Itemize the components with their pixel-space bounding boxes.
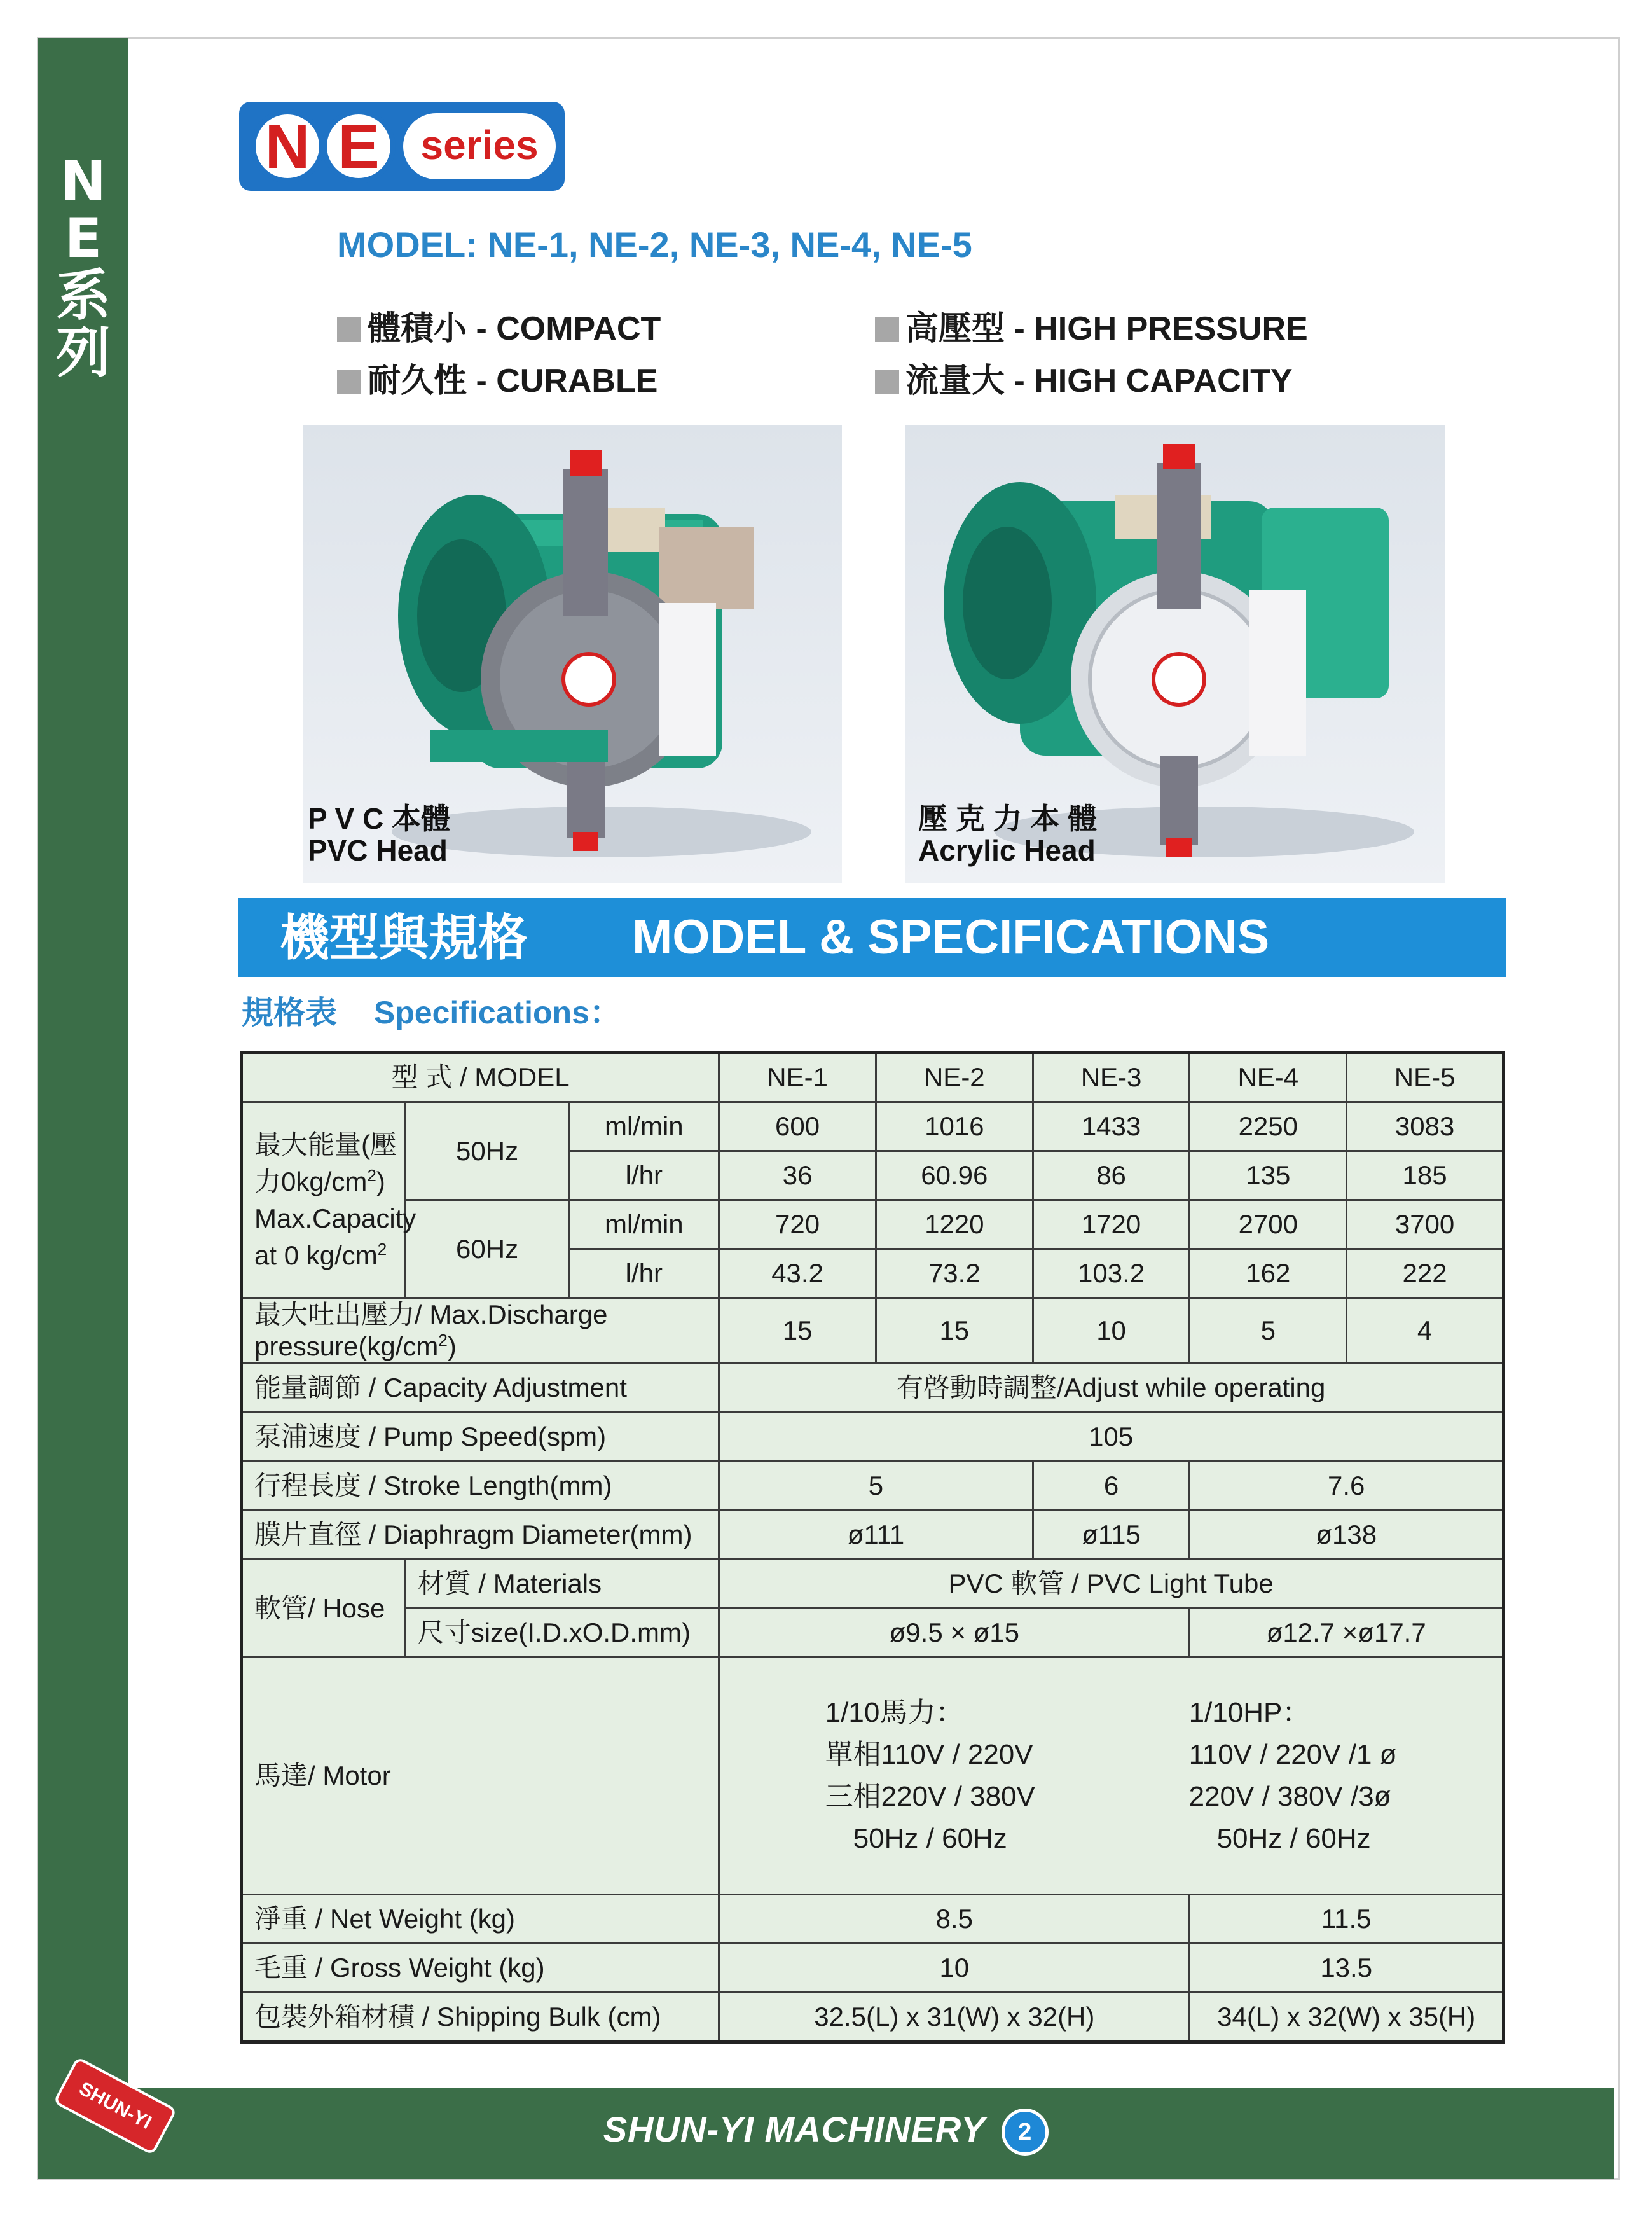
- hose-label-cell: 軟管/ Hose: [242, 1560, 406, 1658]
- motor-spec-en: 1/10HP： 110V / 220V /1 ø 220V / 380V /3ø 50Hz / 60Hz: [1188, 1697, 1397, 1854]
- value-cell: 36: [719, 1151, 876, 1200]
- table-row: [242, 1200, 1504, 1249]
- section-title-en: MODEL & SPECIFICATIONS: [632, 910, 1270, 964]
- hz60-cell: 60Hz: [405, 1200, 569, 1298]
- motor-label-cell: 馬達/ Motor: [242, 1658, 719, 1895]
- shun-yi-stamp: SHUN-YI: [53, 2056, 177, 2156]
- feature-compact: 體積小 - COMPACT: [337, 301, 661, 349]
- model-cell: NE-3: [1033, 1053, 1190, 1102]
- pvc-head-caption: [308, 803, 450, 866]
- value-cell: 73.2: [876, 1249, 1033, 1298]
- company-name: SHUN-YI MACHINERY: [603, 2109, 985, 2149]
- side-letter: 系: [56, 264, 111, 328]
- value-cell: 1720: [1033, 1200, 1190, 1249]
- unit-cell: ml/min: [569, 1200, 719, 1249]
- section-band: [238, 898, 1506, 977]
- speed-value-cell: 105: [719, 1413, 1504, 1462]
- table-row: [242, 1895, 1504, 1944]
- spec-table: [240, 1051, 1505, 2044]
- bullet-square-icon: [337, 370, 361, 394]
- feature-high-pressure: 高壓型 - HIGH PRESSURE: [875, 301, 1308, 349]
- value-cell: 135: [1190, 1151, 1347, 1200]
- logo-e: E: [322, 109, 396, 183]
- value-cell: 43.2: [719, 1249, 876, 1298]
- value-cell: 34(L) x 32(W) x 35(H): [1190, 1993, 1504, 2042]
- bullet-square-icon: [875, 317, 899, 342]
- spec-heading-en: Specifications：: [373, 995, 621, 1030]
- value-cell: 3083: [1347, 1102, 1504, 1151]
- acrylic-head-caption: [918, 803, 1097, 866]
- motor-spec-zh: 1/10馬力： 單相110V / 220V 三相220V / 380V 50Hz / 60Hz: [825, 1697, 1035, 1854]
- table-row: [242, 1462, 1504, 1511]
- value-cell: 2250: [1190, 1102, 1347, 1151]
- value-cell: 1220: [876, 1200, 1033, 1249]
- value-cell: 1016: [876, 1102, 1033, 1151]
- value-cell: 15: [719, 1298, 876, 1364]
- adjust-value-cell: 有啓動時調整/Adjust while operating: [719, 1364, 1504, 1413]
- materials-value-cell: PVC 軟管 / PVC Light Tube: [719, 1560, 1504, 1609]
- side-letter: 列: [56, 321, 111, 385]
- table-row: [242, 1364, 1504, 1413]
- gross-weight-label-cell: 毛重 / Gross Weight (kg): [242, 1944, 719, 1993]
- feature-high-capacity: 流量大 - HIGH CAPACITY: [875, 354, 1293, 401]
- model-cell: NE-1: [719, 1053, 876, 1102]
- value-cell: ø9.5 × ø15: [719, 1609, 1190, 1658]
- value-cell: ø12.7 ×ø17.7: [1190, 1609, 1504, 1658]
- footer-company: [0, 2099, 1652, 2160]
- table-row: [242, 1944, 1504, 1993]
- ne-series-logo: [239, 102, 565, 191]
- value-cell: 2700: [1190, 1200, 1347, 1249]
- spec-heading-zh: 規格表: [242, 995, 337, 1030]
- net-weight-label-cell: 淨重 / Net Weight (kg): [242, 1895, 719, 1944]
- value-cell: ø138: [1190, 1511, 1504, 1560]
- value-cell: 7.6: [1190, 1462, 1504, 1511]
- value-cell: 13.5: [1190, 1944, 1504, 1993]
- value-cell: 222: [1347, 1249, 1504, 1298]
- section-title-zh: 機型與規格: [280, 910, 528, 966]
- table-row: [242, 1609, 1504, 1658]
- table-row: [242, 1053, 1504, 1102]
- hz50-cell: 50Hz: [405, 1102, 569, 1200]
- model-line: MODEL: NE-1, NE-2, NE-3, NE-4, NE-5: [337, 225, 972, 265]
- value-cell: 4: [1347, 1298, 1504, 1364]
- table-row: [242, 1560, 1504, 1609]
- page-number: 2: [1002, 2109, 1049, 2156]
- table-row: [242, 1511, 1504, 1560]
- materials-label-cell: 材質 / Materials: [405, 1560, 719, 1609]
- table-row: [242, 1658, 1504, 1895]
- logo-n: N: [251, 109, 324, 183]
- table-row: [242, 1993, 1504, 2042]
- model-header-cell: 型 式 / MODEL: [242, 1053, 719, 1102]
- bullet-square-icon: [337, 317, 361, 342]
- feature-curable: 耐久性 - CURABLE: [337, 354, 657, 401]
- table-row: [242, 1298, 1504, 1364]
- value-cell: 11.5: [1190, 1895, 1504, 1944]
- stroke-label-cell: 行程長度 / Stroke Length(mm): [242, 1462, 719, 1511]
- bullet-square-icon: [875, 370, 899, 394]
- value-cell: 103.2: [1033, 1249, 1190, 1298]
- value-cell: 162: [1190, 1249, 1347, 1298]
- acrylic-head-caption-zh: 壓 克 力 本 體: [918, 802, 1098, 835]
- model-cell: NE-4: [1190, 1053, 1347, 1102]
- table-row: [242, 1413, 1504, 1462]
- shipping-bulk-label-cell: 包裝外箱材積 / Shipping Bulk (cm): [242, 1993, 719, 2042]
- side-letter: E: [64, 207, 102, 270]
- value-cell: 8.5: [719, 1895, 1190, 1944]
- speed-label-cell: 泵浦速度 / Pump Speed(spm): [242, 1413, 719, 1462]
- pvc-head-caption-zh: P V C 本體: [308, 802, 451, 835]
- model-cell: NE-2: [876, 1053, 1033, 1102]
- unit-cell: ml/min: [569, 1102, 719, 1151]
- value-cell: 1433: [1033, 1102, 1190, 1151]
- value-cell: ø111: [719, 1511, 1033, 1560]
- value-cell: 10: [1033, 1298, 1190, 1364]
- acrylic-head-caption-en: Acrylic Head: [918, 834, 1096, 867]
- spec-heading: [242, 987, 621, 1033]
- unit-cell: l/hr: [569, 1151, 719, 1200]
- adjust-label-cell: 能量調節 / Capacity Adjustment: [242, 1364, 719, 1413]
- value-cell: ø115: [1033, 1511, 1190, 1560]
- value-cell: 720: [719, 1200, 876, 1249]
- motor-value-cell: [719, 1658, 1504, 1895]
- value-cell: 5: [1190, 1298, 1347, 1364]
- diaphragm-label-cell: 膜片直徑 / Diaphragm Diameter(mm): [242, 1511, 719, 1560]
- value-cell: 10: [719, 1944, 1190, 1993]
- value-cell: 6: [1033, 1462, 1190, 1511]
- pressure-label-cell: 最大吐出壓力/ Max.Discharge $pressure(kg/cm^2)$: [242, 1298, 719, 1364]
- model-cell: NE-5: [1347, 1053, 1504, 1102]
- unit-cell: l/hr: [569, 1249, 719, 1298]
- value-cell: 185: [1347, 1151, 1504, 1200]
- table-row: [242, 1102, 1504, 1151]
- side-letter: N: [60, 149, 106, 213]
- value-cell: 60.96: [876, 1151, 1033, 1200]
- value-cell: 32.5(L) x 31(W) x 32(H): [719, 1993, 1190, 2042]
- capacity-label-cell: 最大能量(壓力$0kg/cm^2$) Max.Capacity at 0 $kg/cm^2$: [242, 1102, 406, 1298]
- value-cell: 600: [719, 1102, 876, 1151]
- value-cell: 3700: [1347, 1200, 1504, 1249]
- value-cell: 86: [1033, 1151, 1190, 1200]
- value-cell: 5: [719, 1462, 1033, 1511]
- logo-series: series: [403, 113, 556, 179]
- size-label-cell: 尺寸size(I.D.xO.D.mm): [405, 1609, 719, 1658]
- pvc-head-caption-en: PVC Head: [308, 834, 448, 867]
- side-title: [38, 149, 128, 385]
- value-cell: 15: [876, 1298, 1033, 1364]
